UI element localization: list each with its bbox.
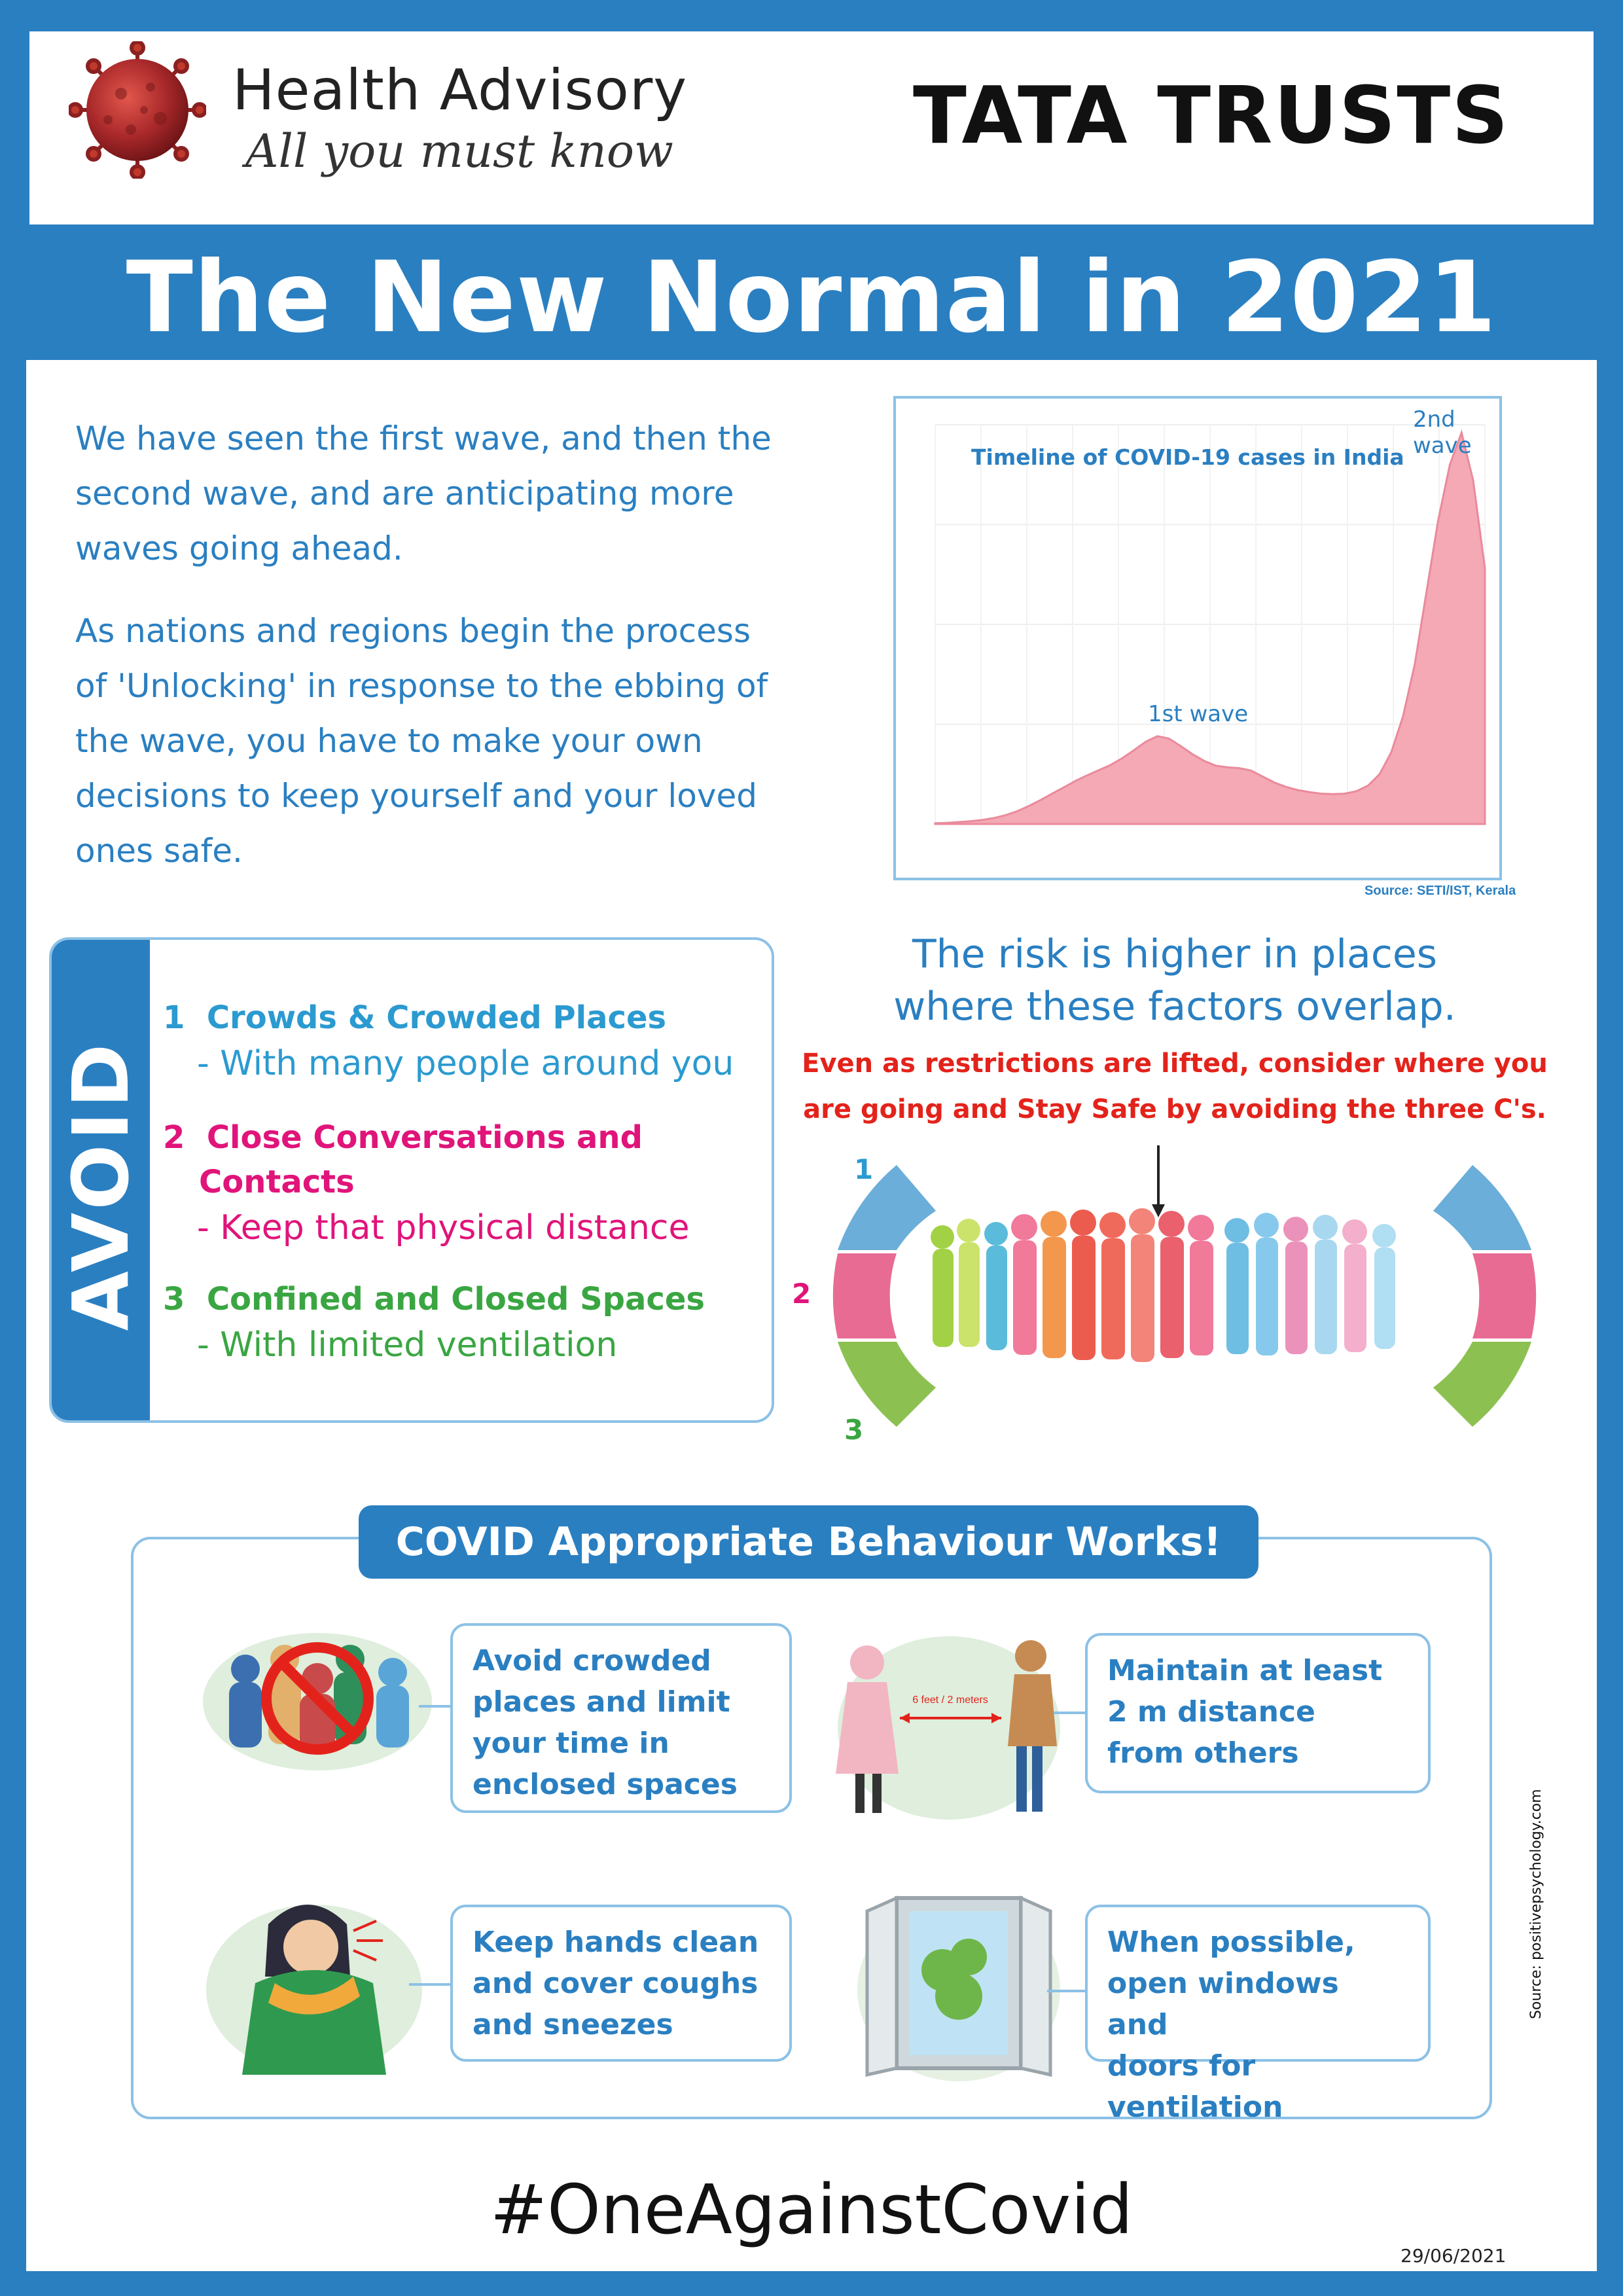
tip-keep-distance — [1085, 1633, 1431, 1793]
risk-note-line: Even as restrictions are lifted, consider where you — [802, 1049, 1548, 1079]
first-wave-label: 1st wave — [1148, 701, 1249, 727]
item-heading: Crowds & Crowded Places — [206, 999, 667, 1036]
tip-line: enclosed spaces — [473, 1768, 738, 1801]
risk-heading-line: The risk is higher in places — [912, 931, 1437, 977]
ring-label-1: 1 — [854, 1153, 874, 1185]
item-sub: - With limited ventilation — [197, 1325, 618, 1365]
risk-heading — [805, 928, 1544, 1033]
tip-line: and cover coughs — [473, 1967, 758, 2000]
logo-subtitle: All you must know — [245, 124, 673, 178]
item-heading: Close Conversations and — [206, 1119, 643, 1156]
item-sub: - Keep that physical distance — [197, 1208, 690, 1247]
vertical-source: Source: positivepsychology.com — [1528, 1789, 1544, 2019]
item-number: 3 — [163, 1281, 185, 1318]
tip-line: doors for ventilation — [1107, 2049, 1283, 2124]
left-ring-segments — [833, 1165, 936, 1427]
header — [29, 31, 1594, 224]
tip-connector — [1047, 1990, 1085, 1992]
cases-chart — [893, 396, 1502, 880]
logo-title: Health Advisory — [232, 58, 688, 123]
right-ring-segments — [1433, 1165, 1536, 1427]
item-number: 1 — [163, 999, 185, 1036]
tip-line: places and limit — [473, 1685, 730, 1719]
item-sub: - With many people around you — [197, 1044, 734, 1083]
intro-line: decisions to keep yourself and your loved — [75, 777, 757, 815]
intro-line: second wave, and are anticipating more — [75, 475, 734, 512]
second-wave-label: 2nd wave — [1413, 406, 1472, 459]
chart-source: Source: SETI/IST, Kerala — [1364, 884, 1516, 898]
intro-line: ones safe. — [75, 832, 243, 870]
date: 29/06/2021 — [1400, 2245, 1507, 2267]
distance-label: 6 feet / 2 meters — [912, 1695, 988, 1706]
intro-paragraph-2 — [75, 603, 861, 878]
brand-name: TATA TRUSTS — [913, 71, 1510, 162]
tip-line: your time in — [473, 1727, 669, 1760]
item-heading: Confined and Closed Spaces — [206, 1281, 705, 1318]
tip-line: 2 m distance — [1107, 1695, 1315, 1729]
page-title: The New Normal in 2021 — [126, 241, 1497, 355]
tip-connector — [1054, 1712, 1086, 1714]
tip-connector — [419, 1705, 450, 1708]
intro-paragraph-1 — [75, 411, 861, 576]
item-heading-cont: Contacts — [199, 1164, 355, 1200]
ring-label-3: 3 — [844, 1414, 864, 1446]
tip-line: When possible, — [1107, 1926, 1355, 1959]
risk-heading-line: where these factors overlap. — [893, 984, 1456, 1030]
chart-title: Timeline of COVID-19 cases in India — [971, 444, 1404, 470]
avoid-label: AVOID — [56, 1039, 146, 1331]
virus-logo-icon — [69, 41, 206, 179]
intro-line: the wave, you have to make your own — [75, 722, 703, 760]
cases-chart-svg — [896, 399, 1499, 878]
crowd-people — [931, 1208, 1396, 1362]
window-icon — [851, 1885, 1067, 2088]
hashtag: #OneAgainstCovid — [490, 2170, 1133, 2250]
tip-line: Avoid crowded — [473, 1644, 711, 1677]
intro-line: waves going ahead. — [75, 529, 403, 567]
intro-line: We have seen the first wave, and then the — [75, 420, 772, 457]
item-number: 2 — [163, 1119, 185, 1156]
crowd-no-icon — [187, 1617, 448, 1774]
avoid-panel — [49, 937, 774, 1423]
three-cs-illustration — [825, 1139, 1544, 1453]
tip-line: and sneezes — [473, 2008, 673, 2041]
tip-line: from others — [1107, 1736, 1299, 1770]
tip-line: Maintain at least — [1107, 1654, 1383, 1687]
tip-ventilation — [1085, 1905, 1431, 2124]
avoid-item-3 — [163, 1277, 705, 1369]
intro-line: of 'Unlocking' in response to the ebbing of — [75, 667, 768, 705]
risk-note-line: are going and Stay Safe by avoiding the three C's. — [803, 1094, 1546, 1124]
avoid-item-1 — [163, 996, 734, 1087]
intro-line: As nations and regions begin the process — [75, 612, 751, 650]
tip-line: Keep hands clean — [473, 1926, 759, 1959]
cough-icon — [196, 1885, 432, 2081]
ring-label-2: 2 — [792, 1278, 812, 1310]
tip-hands-coughs — [450, 1905, 792, 2062]
tip-line: open windows and — [1107, 1967, 1339, 2041]
risk-note — [785, 1041, 1564, 1132]
distance-icon — [821, 1617, 1077, 1826]
cab-title: COVID Appropriate Behaviour Works! — [359, 1505, 1258, 1579]
tip-connector — [409, 1983, 450, 1986]
avoid-item-2 — [163, 1115, 690, 1251]
tip-avoid-crowds — [450, 1623, 792, 1813]
